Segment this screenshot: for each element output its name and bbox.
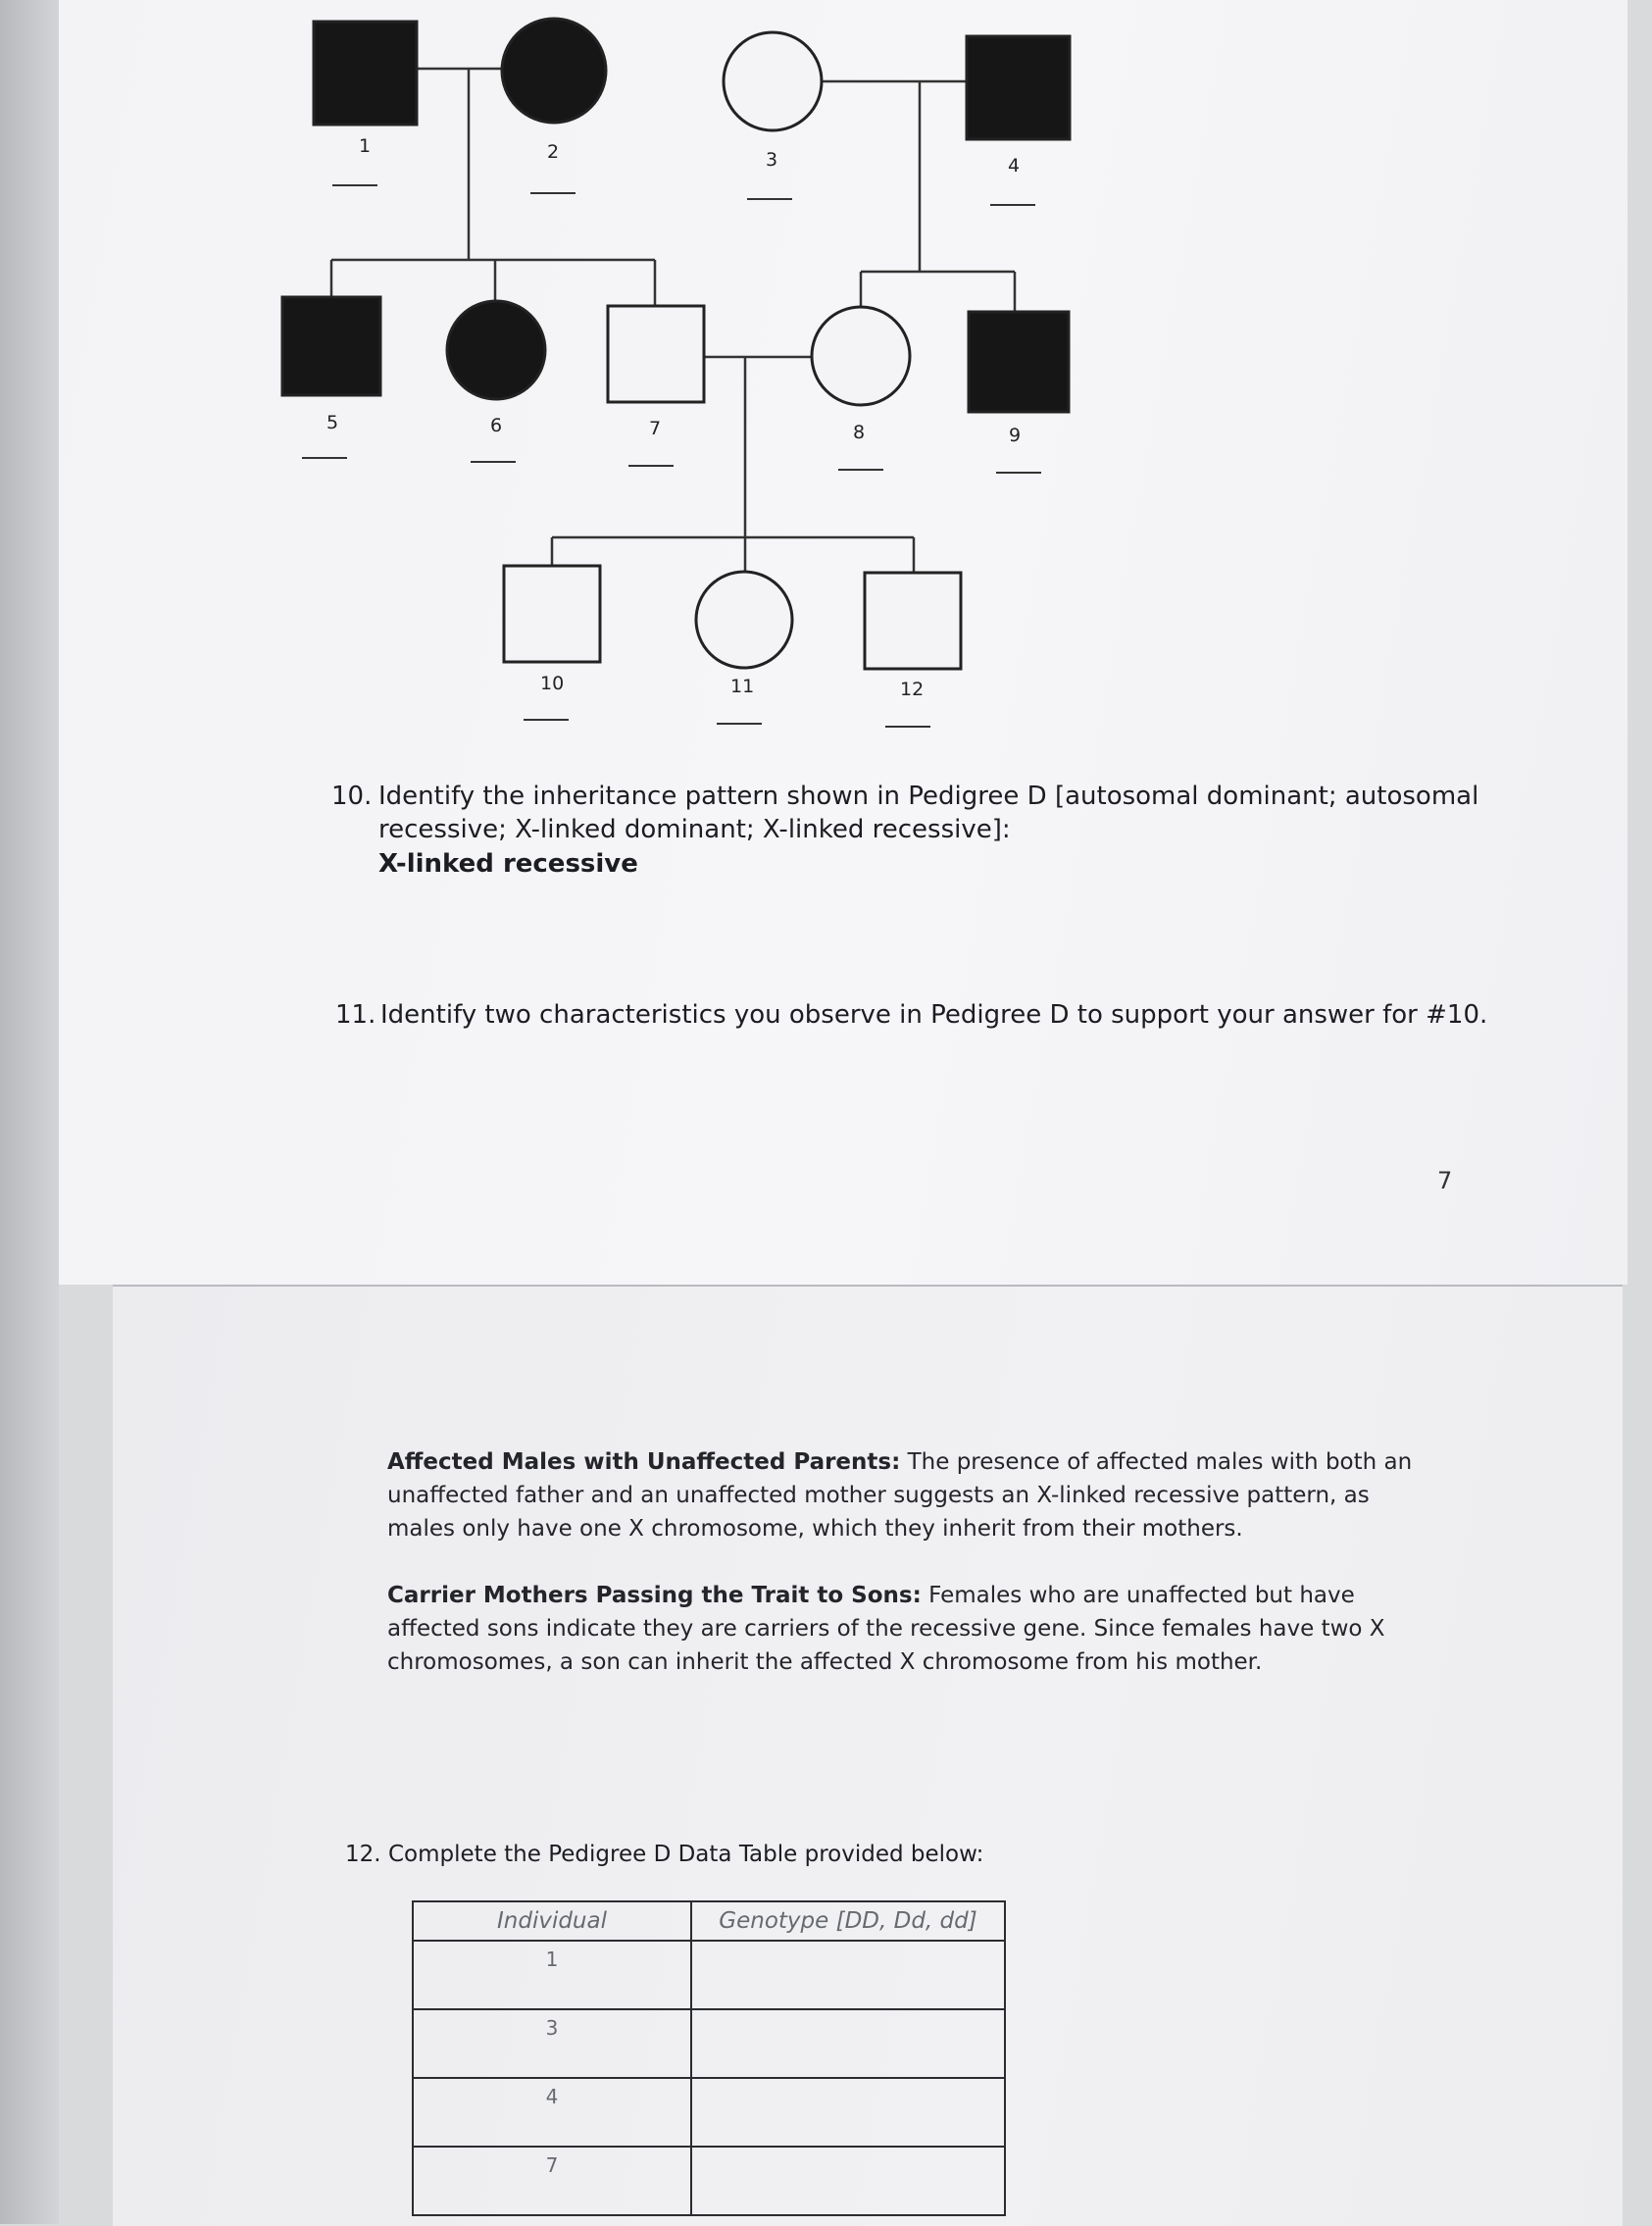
- pedigree-individual-7: [608, 306, 704, 402]
- pedigree-label-1: 1: [359, 135, 372, 157]
- pedigree-label-6: 6: [490, 415, 503, 436]
- table-cell-genotype[interactable]: [691, 2009, 1005, 2078]
- answer-characteristic-1-line-1: The presence of affected males with both an: [900, 1449, 1413, 1475]
- pedigree-individual-2: [502, 19, 606, 123]
- pedigree-blank-4[interactable]: [990, 204, 1035, 206]
- pedigree-label-7: 7: [649, 418, 662, 439]
- pedigree-blank-10[interactable]: [524, 719, 569, 721]
- answer-characteristic-2-line-1: Females who are unaffected but have: [921, 1583, 1355, 1608]
- pedigree-label-2: 2: [547, 141, 560, 163]
- answer-characteristic-2-heading: Carrier Mothers Passing the Trait to Sons:: [387, 1583, 922, 1608]
- answer-characteristic-1[interactable]: [387, 1445, 1436, 1545]
- pedigree-individual-1: [314, 22, 417, 125]
- pedigree-label-5: 5: [326, 412, 339, 433]
- pedigree-individual-10: [504, 566, 600, 662]
- question-10-number: 10.: [331, 782, 373, 811]
- question-12-number: 12.: [345, 1842, 381, 1867]
- table-cell-individual: 4: [413, 2078, 691, 2147]
- pedigree-blank-5[interactable]: [302, 457, 347, 459]
- table-row: [413, 2078, 1005, 2147]
- question-11: [335, 998, 1561, 1037]
- table-row: [413, 2009, 1005, 2078]
- pedigree-blank-12[interactable]: [885, 726, 930, 728]
- pedigree-blank-6[interactable]: [471, 461, 516, 463]
- pedigree-blank-11[interactable]: [717, 723, 762, 725]
- table-header-row: [413, 1901, 1005, 1941]
- answer-characteristic-1-heading: Affected Males with Unaffected Parents:: [387, 1449, 901, 1475]
- answer-characteristic-1-line-2: unaffected father and an unaffected mother suggests an X-linked recessive pattern, as: [387, 1483, 1370, 1508]
- pedigree-individual-11: [696, 572, 792, 668]
- pedigree-blank-2[interactable]: [530, 192, 576, 194]
- pedigree-blank-9[interactable]: [996, 472, 1041, 474]
- table-cell-genotype[interactable]: [691, 1941, 1005, 2009]
- pedigree-label-3: 3: [766, 149, 778, 171]
- pedigree-individual-4: [967, 36, 1070, 139]
- table-cell-individual: 3: [413, 2009, 691, 2078]
- table-cell-genotype[interactable]: [691, 2078, 1005, 2147]
- pedigree-individual-3: [724, 32, 822, 130]
- answer-characteristic-2[interactable]: [387, 1579, 1436, 1679]
- question-12-text: Complete the Pedigree D Data Table provided below:: [388, 1842, 984, 1867]
- pedigree-individual-12: [865, 573, 961, 669]
- table-cell-individual: 1: [413, 1941, 691, 2009]
- answer-characteristic-2-line-2: affected sons indicate they are carriers of the recessive gene. Since females have two X: [387, 1616, 1385, 1642]
- pedigree-data-table: [412, 1900, 1006, 2216]
- pedigree-label-11: 11: [730, 676, 755, 697]
- pedigree-label-8: 8: [853, 422, 866, 443]
- pedigree-blank-7[interactable]: [628, 465, 674, 467]
- pedigree-blank-3[interactable]: [747, 198, 792, 200]
- pedigree-individual-8: [812, 307, 910, 405]
- question-11-text: Identify two characteristics you observe in Pedigree D to support your answer for #10.: [380, 1000, 1488, 1030]
- table-row: [413, 1941, 1005, 2009]
- pedigree-label-9: 9: [1009, 425, 1022, 446]
- pedigree-label-12: 12: [900, 679, 925, 700]
- pedigree-diagram: [0, 0, 1652, 784]
- table-cell-individual: 7: [413, 2147, 691, 2215]
- table-cell-genotype[interactable]: [691, 2147, 1005, 2215]
- question-12: [345, 1838, 1326, 1873]
- table-header-individual: Individual: [413, 1901, 691, 1941]
- table-row: [413, 2147, 1005, 2215]
- question-10-line-1: Identify the inheritance pattern shown in Pedigree D [autosomal dominant; autosomal: [378, 782, 1479, 811]
- pedigree-label-10: 10: [540, 673, 565, 694]
- page-number: 7: [1437, 1167, 1453, 1194]
- pedigree-blank-8[interactable]: [838, 469, 883, 471]
- answer-characteristic-2-line-3: chromosomes, a son can inherit the affected X chromosome from his mother.: [387, 1649, 1263, 1675]
- question-10-line-2: recessive; X-linked dominant; X-linked recessive]:: [378, 815, 1011, 844]
- question-11-number: 11.: [335, 1000, 376, 1030]
- pedigree-label-4: 4: [1008, 155, 1021, 177]
- pedigree-individual-9: [969, 312, 1069, 412]
- pedigree-individual-6: [447, 301, 545, 399]
- table-header-genotype: Genotype [DD, Dd, dd]: [691, 1901, 1005, 1941]
- pedigree-blank-1[interactable]: [332, 184, 377, 186]
- pedigree-individual-5: [282, 297, 380, 395]
- question-10-answer[interactable]: X-linked recessive: [378, 849, 638, 879]
- answer-characteristic-1-line-3: males only have one X chromosome, which they inherit from their mothers.: [387, 1516, 1243, 1542]
